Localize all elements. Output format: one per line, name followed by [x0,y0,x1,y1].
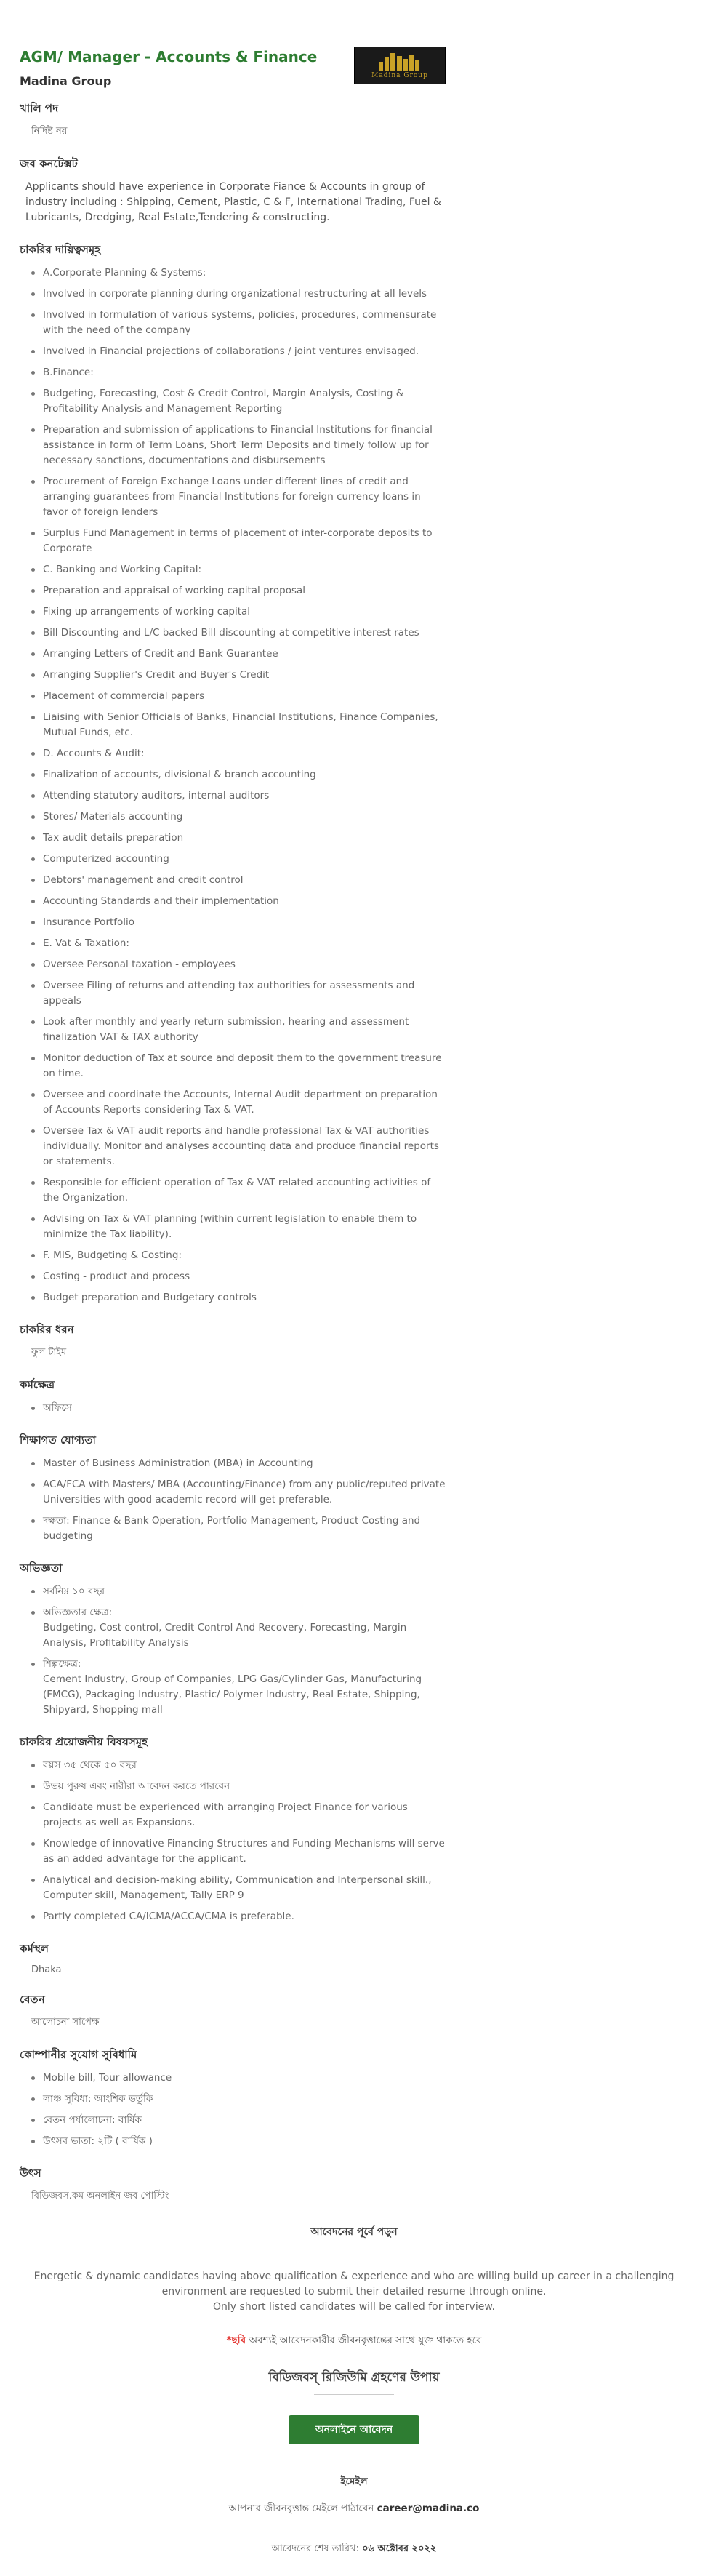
source-section [20,2165,448,2204]
list-item: Involved in Financial projections of collaborations / joint ventures envisaged. [31,344,448,359]
list-item: Oversee Filing of returns and attending tax authorities for assessments and appeals [31,978,448,1009]
requirements-heading: চাকরির প্রয়োজনীয় বিষয়সমূহ [20,1735,148,1748]
salary-value: আলোচনা সাপেক্ষ [31,2017,100,2028]
list-item: Arranging Letters of Credit and Bank Guarantee [31,647,448,662]
education-section [20,1432,448,1544]
benefits-section [20,2047,448,2149]
experience-industry-label: শিল্পক্ষেত্র: [43,1658,81,1670]
list-item: Stores/ Materials accounting [31,809,448,825]
experience-section [20,1560,448,1718]
list-item: অফিসে [31,1401,448,1416]
list-item: লাঞ্চ সুবিধা: আংশিক ভর্তুকি [31,2092,448,2107]
salary-heading: বেতন [20,1993,45,2006]
list-item: উভয় পুরুষ এবং নারীরা আবেদন করতে পারবেন [31,1779,448,1794]
vacancy-section [20,100,448,140]
location-value: Dhaka [31,1964,62,1975]
list-item: A.Corporate Planning & Systems: [31,265,448,281]
education-list [20,1456,448,1544]
experience-area-value: Budgeting, Cost control, Credit Control And Recovery, Forecasting, Margin Analysis, Profitability Analysis [43,1622,407,1649]
photo-note-text: অবশ্যই আবেদনকারীর জীবনবৃত্তান্তের সাথে যুক্ত থাকতে হবে [249,2335,482,2346]
apply-button-wrap [20,2415,688,2444]
list-item: Debtors' management and credit control [31,873,448,888]
email-line [20,2500,688,2517]
job-title: AGM/ Manager - Accounts & Finance [20,48,318,65]
list-item: Knowledge of innovative Financing Structures and Funding Mechanisms will serve as an added advantage for the applicant. [31,1836,448,1867]
location-heading: কর্মস্থল [20,1942,49,1955]
responsibilities-section [20,241,448,1305]
list-item: F. MIS, Budgeting & Costing: [31,1248,448,1263]
list-item: Arranging Supplier's Credit and Buyer's Credit [31,668,448,683]
list-item: Surplus Fund Management in terms of placement of inter-corporate deposits to Corporate [31,526,448,556]
list-item: বয়স ৩৫ থেকে ৫০ বছর [31,1758,448,1773]
list-item: Attending statutory auditors, internal auditors [31,788,448,804]
source-value: বিডিজবস.কম অনলাইন জব পোস্টিং [31,2191,169,2201]
salary-section [20,1991,448,2031]
shortlist-note: Only short listed candidates will be called for interview. [213,2301,495,2313]
responsibilities-list [20,265,448,1305]
company-name: Madina Group [20,74,112,88]
list-item: Costing - product and process [31,1269,448,1284]
list-item: Insurance Portfolio [31,915,448,930]
experience-years: সর্বনিম্ন ১০ বছর [31,1584,448,1599]
benefits-list [20,2071,448,2149]
apply-online-button[interactable]: অনলাইনে আবেদন [289,2415,419,2444]
experience-industry [31,1657,448,1718]
requirements-section [20,1734,448,1924]
list-item: Accounting Standards and their implementation [31,894,448,909]
source-heading: উৎস [20,2167,41,2180]
list-item: Involved in corporate planning during organizational restructuring at all levels [31,287,448,302]
list-item: Preparation and appraisal of working capital proposal [31,583,448,599]
email-prefix: আপনার জীবনবৃত্তান্ত মেইলে পাঠাবেন [228,2503,374,2514]
list-item: Mobile bill, Tour allowance [31,2071,448,2086]
vacancy-value: নির্দিষ্ট নয় [31,126,68,137]
job-context-text: Applicants should have experience in Corporate Fiance & Accounts in group of industry including : Shipping, Cement, Plastic, C & F, International Trading, Fuel & Lubricants, Dredging, Real Estate,Tendering & constructing. [25,181,441,223]
list-item: ACA/FCA with Masters/ MBA (Accounting/Finance) from any public/reputed private Universities with good academic record will get preferable. [31,1477,448,1508]
read-before-apply-heading: আবেদনের পূর্বে পড়ুন [310,2226,398,2238]
workplace-list [20,1401,448,1416]
employment-status-heading: চাকরির ধরন [20,1323,74,1336]
job-context-heading: জব কনটেক্সট [20,157,78,170]
apply-section [20,2223,688,2557]
education-heading: শিক্ষাগত যোগ্যতা [20,1433,96,1447]
company-logo-text: Madina Group [371,72,428,79]
list-item: Oversee and coordinate the Accounts, Internal Audit department on preparation of Accounts Reports considering Tax & VAT. [31,1087,448,1118]
location-section [20,1940,448,1975]
requirements-list [20,1758,448,1924]
vacancy-heading: খালি পদ [20,102,58,115]
photo-star-label: *ছবি [226,2335,246,2346]
list-item: Budget preparation and Budgetary controls [31,1290,448,1305]
list-item: Oversee Tax & VAT audit reports and handle professional Tax & VAT authorities individually. Monitor and analyses accounting data and produce financial reports or statements. [31,1124,448,1169]
experience-area-label: অভিজ্ঞতার ক্ষেত্র: [43,1607,113,1618]
list-item: Involved in formulation of various systems, policies, procedures, commensurate with the need of the company [31,308,448,338]
apply-description: Energetic & dynamic candidates having above qualification & experience and who are willing build up career in a challenging environment are requested to submit their detailed resume through online. [33,2271,675,2297]
list-item: Preparation and submission of applications to Financial Institutions for financial assistance in form of Term Loans, Short Term Deposits and timely follow up for necessary sanctions, documentations and disbursements [31,423,448,468]
list-item: Finalization of accounts, divisional & branch accounting [31,767,448,783]
list-item: Placement of commercial papers [31,689,448,704]
list-item: Budgeting, Forecasting, Cost & Credit Control, Margin Analysis, Costing & Profitability Analysis and Management Reporting [31,386,448,417]
employment-status-value: ফুল টাইম [31,1347,67,1358]
deadline-prefix: আবেদনের শেষ তারিখ: [271,2543,359,2554]
list-item: Analytical and decision-making ability, Communication and Interpersonal skill., Computer skill, Management, Tally ERP 9 [31,1873,448,1903]
photo-requirement-note [20,2332,688,2349]
deadline-date: ০৬ অক্টোবর ২০২২ [362,2543,437,2554]
list-item: Bill Discounting and L/C backed Bill discounting at competitive interest rates [31,625,448,641]
experience-area [31,1605,448,1651]
list-item: উৎসব ভাতা: ২টি ( বার্ষিক ) [31,2134,448,2149]
list-item: Candidate must be experienced with arranging Project Finance for various projects as well as Expansions. [31,1800,448,1831]
responsibilities-heading: চাকরির দায়িত্বসমূহ [20,243,101,256]
experience-list [20,1584,448,1718]
workplace-heading: কর্মক্ষেত্র [20,1378,55,1391]
list-item: Tax audit details preparation [31,831,448,846]
company-logo [354,47,446,84]
list-item: Oversee Personal taxation - employees [31,957,448,972]
list-item: Partly completed CA/ICMA/ACCA/CMA is preferable. [31,1909,448,1924]
list-item: Monitor deduction of Tax at source and deposit them to the government treasure on time. [31,1051,448,1081]
workplace-section [20,1377,448,1416]
how-to-apply-divider [314,2394,394,2395]
list-item: বেতন পর্যালোচনা: বার্ষিক [31,2113,448,2128]
email-heading: ইমেইল [340,2476,368,2487]
list-item: Advising on Tax & VAT planning (within current legislation to enable them to minimize the Tax liability). [31,1212,448,1242]
list-item: দক্ষতা: Finance & Bank Operation, Portfolio Management, Product Costing and budgeting [31,1513,448,1544]
experience-heading: অভিজ্ঞতা [20,1561,63,1575]
list-item: E. Vat & Taxation: [31,936,448,951]
experience-industry-value: Cement Industry, Group of Companies, LPG Gas/Cylinder Gas, Manufacturing (FMCG), Packaging Industry, Plastic/ Polymer Industry, Real Estate, Shipping, Shipyard, Shopping mall [43,1673,422,1716]
list-item: C. Banking and Working Capital: [31,562,448,577]
list-item: Procurement of Foreign Exchange Loans under different lines of credit and arranging guarantees from Financial Institutions for foreign currency loans in favor of foreign lenders [31,474,448,520]
benefits-heading: কোম্পানীর সুযোগ সুবিধামি [20,2048,137,2061]
list-item: B.Finance: [31,365,448,380]
employment-status-section [20,1321,448,1361]
list-item: Computerized accounting [31,852,448,867]
list-item: Liaising with Senior Officials of Banks, Financial Institutions, Finance Companies, Mutual Funds, etc. [31,710,448,740]
list-item: Fixing up arrangements of working capital [31,604,448,620]
list-item: Master of Business Administration (MBA) in Accounting [31,1456,448,1471]
list-item: D. Accounts & Audit: [31,746,448,761]
list-item: Responsible for efficient operation of Tax & VAT related accounting activities of the Organization. [31,1175,448,1206]
job-header [20,44,448,95]
list-item: Look after monthly and yearly return submission, hearing and assessment finalization VAT & TAX authority [31,1015,448,1045]
application-deadline [20,2542,688,2557]
company-logo-icon [374,52,425,71]
how-to-apply-heading: বিডিজবস্ রিজিউমি গ্রহণের উপায় [268,2370,440,2385]
job-context-section [20,156,448,225]
email-address-link[interactable]: career@madina.co [377,2503,480,2514]
